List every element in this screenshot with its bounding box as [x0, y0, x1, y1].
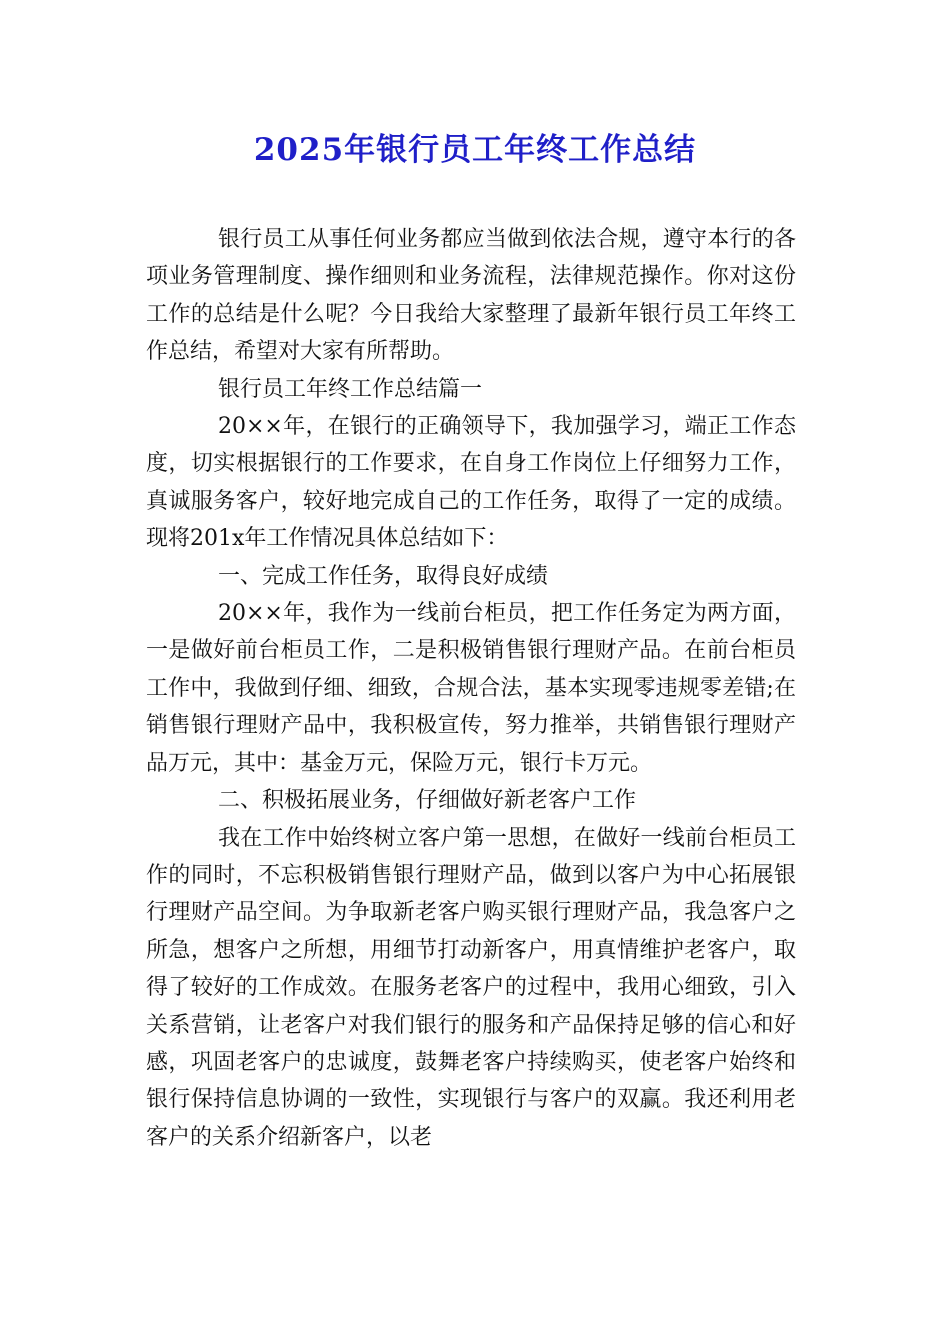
section-heading-complete-tasks: 一、完成工作任务，取得良好成绩: [218, 563, 549, 589]
paragraph-customer-work: 我在工作中始终树立客户第一思想，在做好一线前台柜员工作的同时，不忘积极销售银行理财产品，做到以客户为中心拓展银行理财产品空间。为争取新老客户购买银行理财产品，我急客户之所急，想客户之所想，用细节打动新客户，用真情维护老客户，取得了较好的工作成效。在服务老客户的过程中，我用心细致，引入关系营销，让老客户对我们银行的服务和产品保持足够的信心和好感，巩固老客户的忠诚度，鼓舞老客户持续购买，使老客户始终和银行保持信息协调的一致性，实现银行与客户的双赢。我还利用老客户的关系介绍新客户，以老: [146, 825, 796, 1150]
paragraph-summary-overview: 20××年，在银行的正确领导下，我加强学习，端正工作态度，切实根据银行的工作要求，在自身工作岗位上仔细努力工作，真诚服务客户，较好地完成自己的工作任务，取得了一定的成绩。现将201x年工作情况具体总结如下：: [146, 414, 796, 552]
section-heading-expand-business: 二、积极拓展业务，仔细做好新老客户工作: [218, 788, 637, 814]
paragraph-teller-work: 20××年，我作为一线前台柜员，把工作任务定为两方面，一是做好前台柜员工作，二是积极销售银行理财产品。在前台柜员工作中，我做到仔细、细致，合规合法，基本实现零违规零差错;在销售银行理财产品中，我积极宣传，努力推举，共销售银行理财产品万元，其中：基金万元，保险万元，银行卡万元。: [146, 601, 796, 776]
document-title: 2025年银行员工年终工作总结: [253, 132, 697, 168]
section-heading-part-one: 银行员工年终工作总结篇一: [218, 376, 483, 402]
document-body: [146, 221, 796, 1156]
paragraph-intro: 银行员工从事任何业务都应当做到依法合规，遵守本行的各项业务管理制度、操作细则和业务流程，法律规范操作。你对这份工作的总结是什么呢？今日我给大家整理了最新年银行员工年终工作总结，希望对大家有所帮助。: [146, 227, 796, 365]
